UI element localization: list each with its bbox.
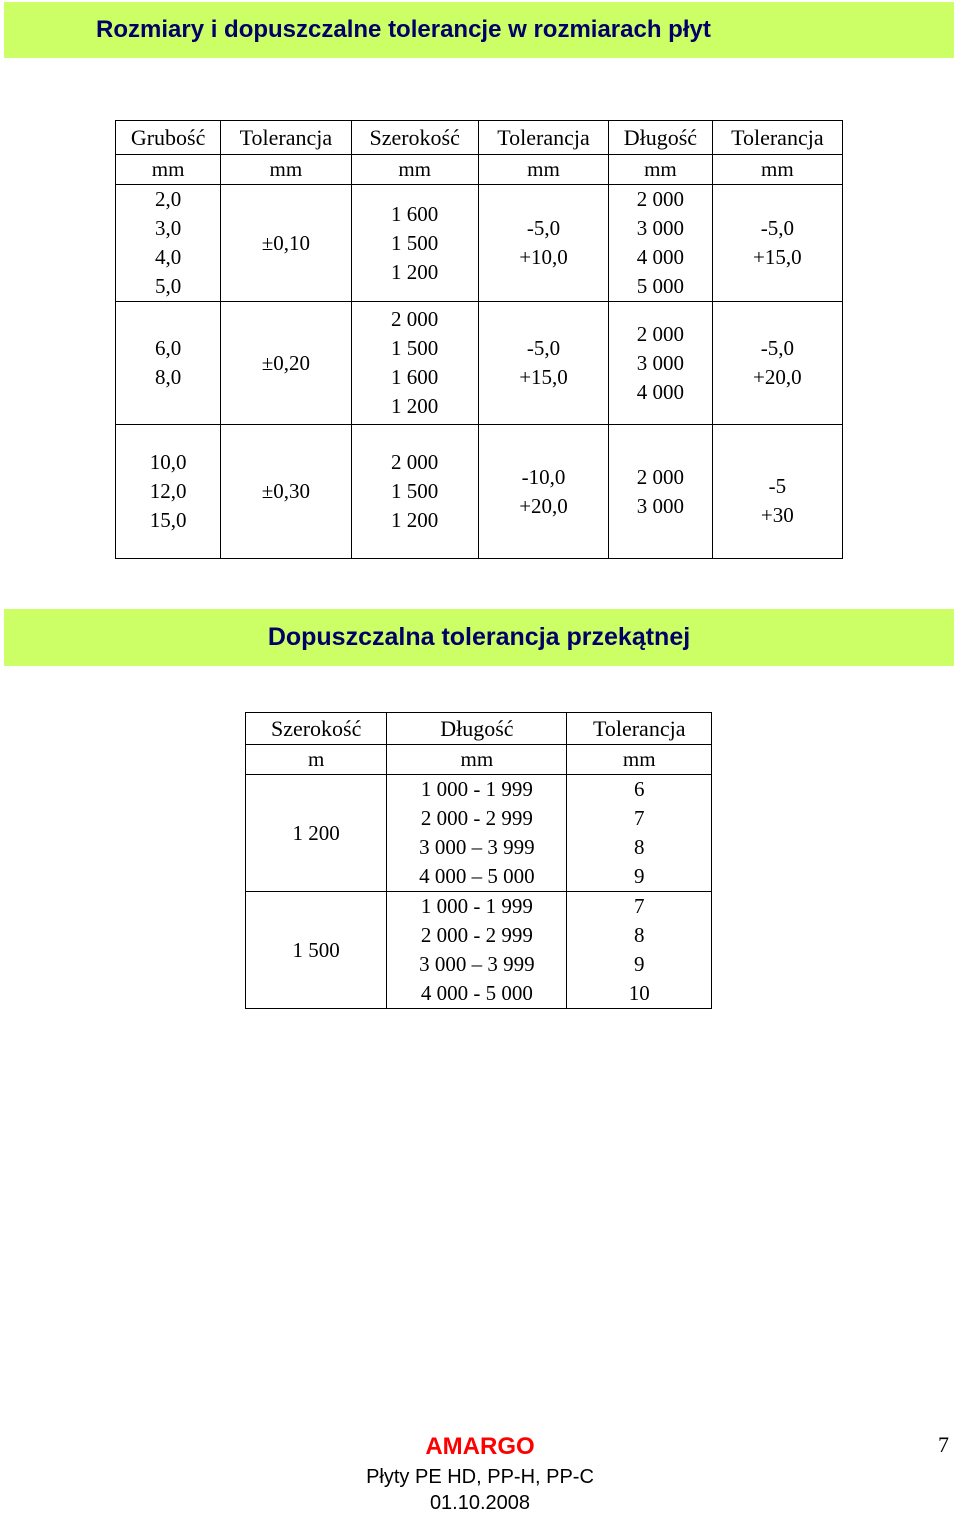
unit-cell: mm [609,155,713,185]
unit-cell: mm [116,155,221,185]
table-row [116,302,843,425]
width-cell: 2 000 1 500 1 200 [351,425,478,559]
thickness-cell: 10,0 12,0 15,0 [116,425,221,559]
sizes-table [115,120,843,559]
tolerance-cell: ±0,20 [221,302,351,425]
width-cell: 1 600 1 500 1 200 [351,185,478,302]
units-row [116,155,843,185]
table-header-row [116,121,843,155]
header-cell: Długość [387,713,567,745]
header-cell: Grubość [116,121,221,155]
tolerance-cell: -5 +30 [712,425,842,559]
thickness-cell: 2,0 3,0 4,0 5,0 [116,185,221,302]
page-title: Rozmiary i dopuszczalne tolerancje w rozmiarach płyt [96,16,711,43]
unit-cell: mm [567,745,712,775]
header-cell: Tolerancja [478,121,608,155]
footer-date: 01.10.2008 [429,1492,531,1514]
table-header-row [246,713,712,745]
unit-cell: mm [351,155,478,185]
width-cell: 1 500 [246,892,387,1009]
length-cell: 2 000 3 000 4 000 5 000 [609,185,713,302]
tolerance-cell: 6 7 8 9 [567,775,712,892]
thickness-cell: 6,0 8,0 [116,302,221,425]
table-row [246,892,712,1009]
width-cell: 1 200 [246,775,387,892]
tolerance-cell: -10,0 +20,0 [478,425,608,559]
tolerance-cell: 7 8 9 10 [567,892,712,1009]
tolerance-cell: -5,0 +10,0 [478,185,608,302]
unit-cell: mm [712,155,842,185]
length-range-cell: 1 000 - 1 999 2 000 - 2 999 3 000 – 3 999 4 000 – 5 000 [387,775,567,892]
length-range-cell: 1 000 - 1 999 2 000 - 2 999 3 000 – 3 999 4 000 - 5 000 [387,892,567,1009]
footer-product: Płyty PE HD, PP-H, PP-C [366,1466,594,1488]
length-cell: 2 000 3 000 [609,425,713,559]
unit-cell: mm [221,155,351,185]
tolerance-cell: ±0,30 [221,425,351,559]
header-cell: Tolerancja [221,121,351,155]
width-cell: 2 000 1 500 1 600 1 200 [351,302,478,425]
tolerance-cell: ±0,10 [221,185,351,302]
page-number: 7 [938,1432,949,1457]
table-row [116,185,843,302]
header-cell: Tolerancja [712,121,842,155]
length-cell: 2 000 3 000 4 000 [609,302,713,425]
section-title: Dopuszczalna tolerancja przekątnej [267,623,691,651]
tolerance-cell: -5,0 +20,0 [712,302,842,425]
brand-logo-text: AMARGO [425,1433,535,1460]
section-banner [4,609,954,666]
header-cell: Długość [609,121,713,155]
diagonal-tolerance-table [245,712,712,1009]
unit-cell: mm [387,745,567,775]
unit-cell: m [246,745,387,775]
tolerance-cell: -5,0 +15,0 [478,302,608,425]
table-row [116,425,843,559]
header-cell: Tolerancja [567,713,712,745]
units-row [246,745,712,775]
title-banner [4,2,954,58]
tolerance-cell: -5,0 +15,0 [712,185,842,302]
header-cell: Szerokość [351,121,478,155]
header-cell: Szerokość [246,713,387,745]
table-row [246,775,712,892]
unit-cell: mm [478,155,608,185]
